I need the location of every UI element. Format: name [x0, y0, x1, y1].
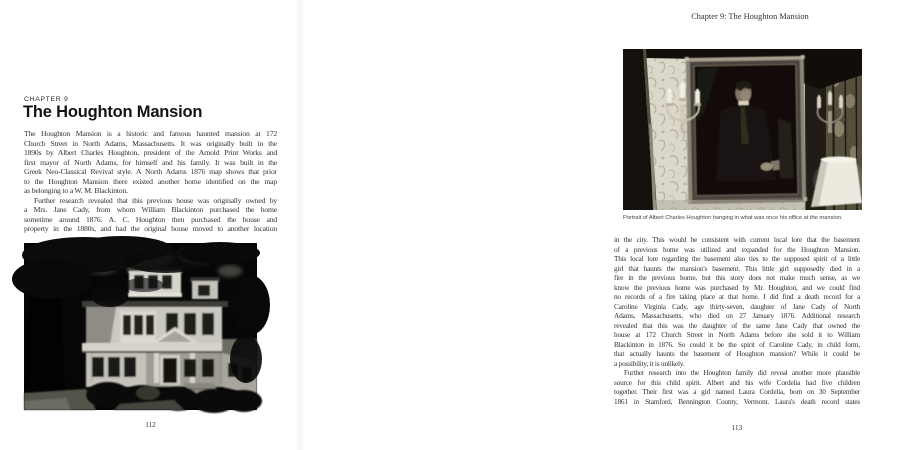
text-line: house at 172 Church Street in North Adams before she sold it to William: [614, 330, 860, 339]
text-line: 1890s by Albert Charles Houghton, president of the Arnold Print Works and: [24, 148, 277, 157]
text-line: to the Houghton Mansion there existed another home identified on the map: [24, 176, 277, 186]
text-line: first mayor of North Adams, for himself and his family. It was built in the: [24, 157, 277, 167]
paragraph: [24, 196, 277, 234]
page-number-left: 112: [145, 421, 156, 429]
text-line: This local lore regarding the basement also ties to the supposed spirit of a little: [614, 254, 860, 263]
text-line: no records of a fire taking place at that home. I did find a death record for a: [614, 292, 860, 301]
text-line: Caroline Virginia Cady, age thirty-seven, daughter of Jane Cady of North: [614, 301, 860, 311]
chapter-label: CHAPTER 9: [24, 96, 69, 103]
text-line: girl that haunts the mansion's basement. This little girl supposedly died in a: [614, 263, 860, 273]
text-line: know the previous home was purchased by Mr. Houghton, and we could find: [614, 282, 860, 292]
text-line: a possibility, it is unlikely.: [614, 358, 685, 368]
text-line: Greek Neo-Classical Revival style. A North Adams 1876 map shows that prior: [24, 167, 277, 176]
text-line: Church Street in North Adams, Massachusetts. It was originally built in the: [24, 138, 277, 148]
portrait-caption: Portrait of Albert Charles Houghton hanging in what was once his office at the mansion.: [623, 215, 843, 221]
mansion-photo: [24, 243, 257, 410]
text-line: together. Their first was a girl named Laura Cordelia, born on 30 September: [614, 387, 860, 396]
text-line: source for this child spirit. Albert and his wife Cordelia had five children: [614, 377, 860, 387]
right-body-text: [614, 235, 860, 406]
page-number-right: 113: [731, 424, 743, 432]
text-line: property in the 1880s, and had the original house moved to another location: [24, 224, 277, 233]
mansion-photo-graphic: [24, 243, 257, 410]
left-body-text: [24, 129, 277, 234]
text-line: Blackinton in 1876. So could it be the spirit of Caroline Cady, in child form,: [614, 339, 860, 349]
paragraph: [614, 368, 860, 406]
text-line: Further research into the Houghton family did reveal another more plausible: [624, 368, 860, 377]
text-line: fire in the previous home, but this story does not make much sense, as we: [614, 273, 860, 282]
running-header: Chapter 9: The Houghton Mansion: [691, 12, 809, 21]
portrait-photo-graphic: [623, 49, 862, 210]
text-line: in the city. This would be consistent with current local lore that the basement: [614, 235, 860, 244]
text-line: a Mrs. Jane Cady, from whom William Blackinton purchased the home: [24, 205, 277, 214]
chapter-title: The Houghton Mansion: [23, 103, 203, 121]
portrait-photo: [623, 49, 862, 210]
page-left: [0, 0, 300, 450]
text-line: Adams, Massachusetts, who died on 27 January 1876. Additional research: [614, 311, 860, 320]
text-line: as belonging to a W. M. Blackinton.: [24, 186, 128, 195]
paragraph: [24, 129, 277, 196]
text-line: revealed that this was the daughter of the same Jane Cady that owned the: [614, 320, 860, 330]
page-right: [300, 0, 860, 450]
text-line: sometime around 1876. A. C. Houghton then purchased the house and: [24, 214, 277, 224]
text-line: The Houghton Mansion is a historic and famous haunted mansion at 172: [24, 129, 277, 138]
text-line: 1861 in Stamford, Bennington County, Vermont. Laura's death record states: [614, 396, 860, 406]
paragraph: [614, 235, 860, 368]
text-line: that actually haunts the basement of Houghton mansion? While it could be: [614, 349, 860, 358]
text-line: of a previous home was utilized and expanded for the Houghton Mansion.: [614, 244, 860, 254]
text-line: Further research revealed that this previous house was originally owned by: [34, 195, 277, 205]
